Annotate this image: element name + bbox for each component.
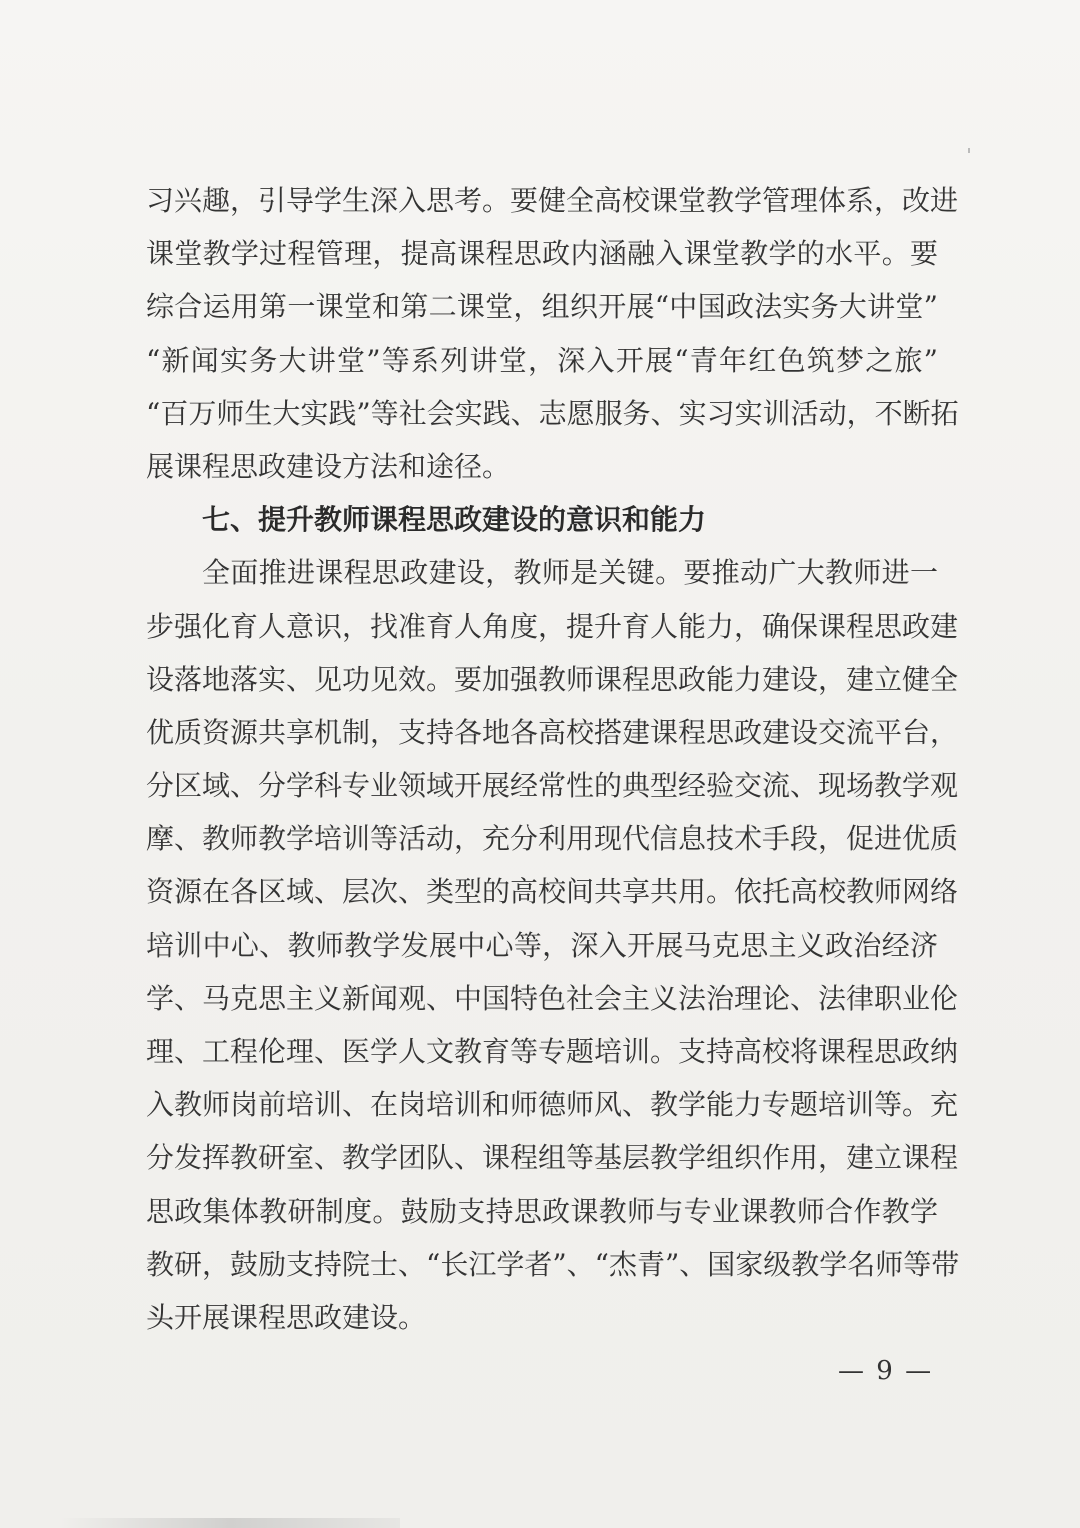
paragraph-line: 全面推进课程思政建设，教师是关键。要推动广大教师进一 <box>202 556 938 590</box>
paragraph-line: 展课程思政建设方法和途径。 <box>146 449 511 483</box>
paragraph-line: 培训中心、教师教学发展中心等，深入开展马克思主义政治经济 <box>146 928 938 962</box>
paragraph-line: 头开展课程思政建设。 <box>146 1300 427 1334</box>
paragraph-line: “百万师生大实践”等社会实践、志愿服务、实习实训活动，不断拓 <box>146 396 959 430</box>
paragraph-line: 步强化育人意识，找准育人角度，提升育人能力，确保课程思政建 <box>146 609 959 643</box>
paragraph-line: 资源在各区域、层次、类型的高校间共享共用。依托高校教师网络 <box>146 875 959 909</box>
scan-edge-shadow <box>60 1518 400 1528</box>
paragraph-line: 思政集体教研制度。鼓励支持思政课教师与专业课教师合作教学 <box>146 1194 938 1228</box>
paragraph-line: 分发挥教研室、教学团队、课程组等基层教学组织作用，建立课程 <box>146 1141 959 1175</box>
scan-speck <box>968 148 970 153</box>
paragraph-line: 摩、教师教学培训等活动，充分利用现代信息技术手段，促进优质 <box>146 822 959 856</box>
paragraph-line: 教研，鼓励支持院士、“长江学者”、“杰青”、国家级教学名师等带 <box>146 1247 960 1281</box>
paragraph-line: 理、工程伦理、医学人文教育等专题培训。支持高校将课程思政纳 <box>146 1035 959 1068</box>
paragraph-line: 课堂教学过程管理，提高课程思政内涵融入课堂教学的水平。要 <box>146 237 938 271</box>
paragraph-line: 学、马克思主义新闻观、中国特色社会主义法治理论、法律职业伦 <box>146 981 959 1015</box>
paragraph-line: 设落地落实、见功见效。要加强教师课程思政能力建设，建立健全 <box>146 662 959 696</box>
page-number: — 9 — <box>838 1356 934 1386</box>
section-heading: 七、提升教师课程思政建设的意识和能力 <box>202 503 707 537</box>
paragraph-line: “新闻实务大讲堂”等系列讲堂，深入开展“青年红色筑梦之旅” <box>146 343 938 377</box>
body-text <box>146 174 960 1344</box>
paragraph-line: 入教师岗前培训、在岗培训和师德师风、教学能力专题培训等。充 <box>146 1088 959 1122</box>
paragraph-line: 综合运用第一课堂和第二课堂，组织开展“中国政法实务大讲堂” <box>146 290 938 324</box>
paragraph-line: 习兴趣，引导学生深入思考。要健全高校课堂教学管理体系，改进 <box>146 184 959 217</box>
paragraph-line: 分区域、分学科专业领域开展经常性的典型经验交流、现场教学观 <box>146 769 959 803</box>
paragraph-line: 优质资源共享机制，支持各地各高校搭建课程思政建设交流平台， <box>146 715 959 749</box>
